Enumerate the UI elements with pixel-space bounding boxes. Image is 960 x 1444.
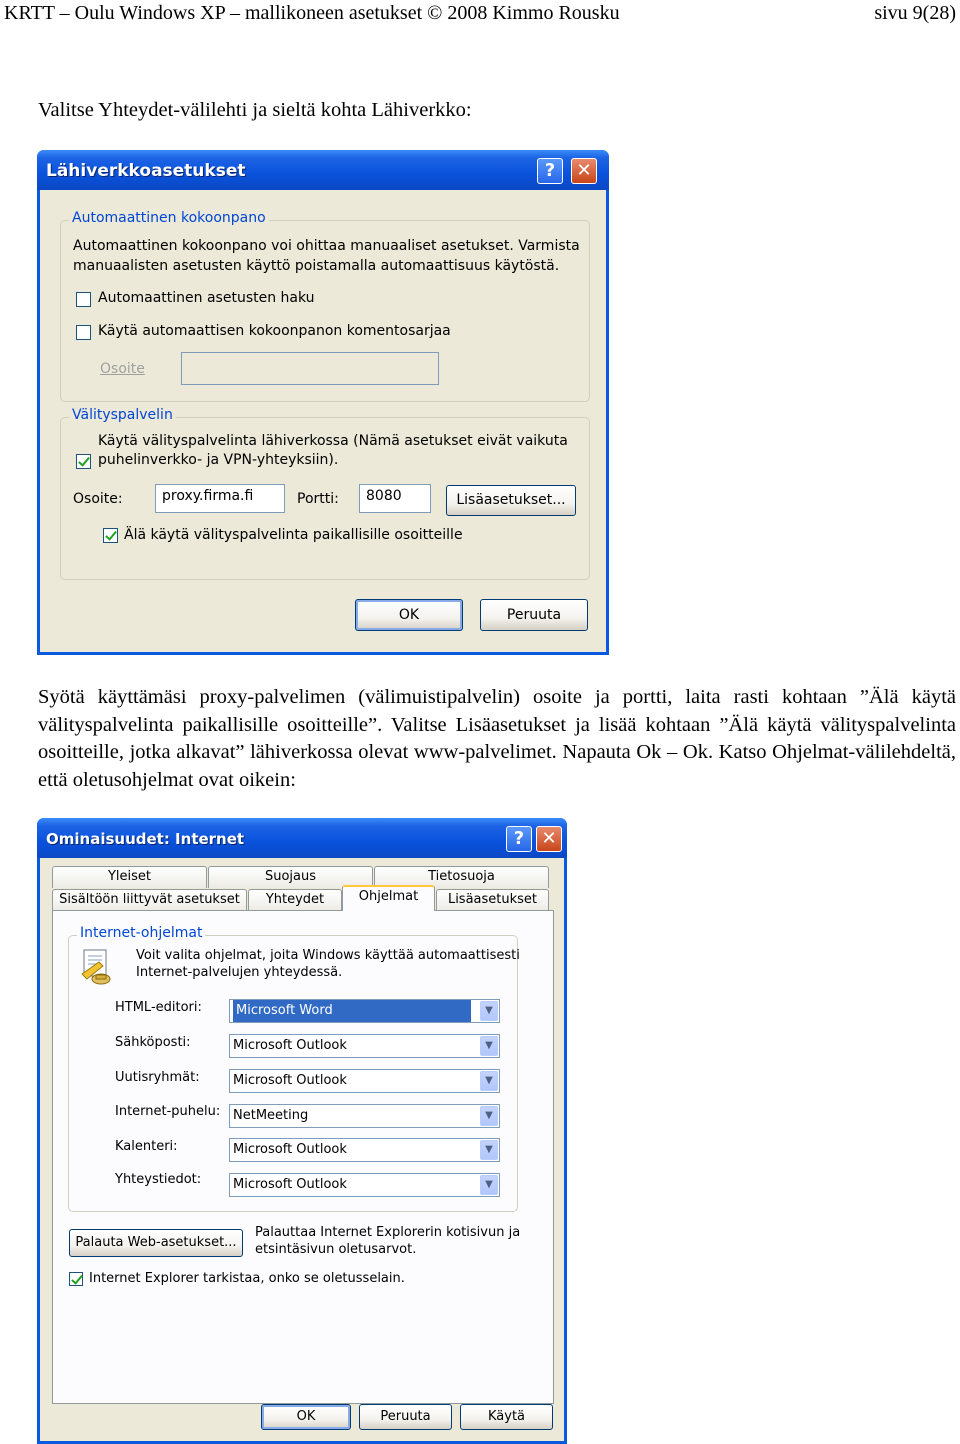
programs-description: Voit valita ohjelmat, joita Windows käyttää automaattisesti (136, 948, 520, 963)
page-number: sivu 9(28) (874, 2, 956, 24)
dialog-body (40, 190, 606, 652)
dialog-title: Lähiverkkoasetukset (46, 161, 246, 181)
title-bar (37, 150, 609, 190)
email-value: Microsoft Outlook (233, 1038, 347, 1053)
tab-connections[interactable]: Yhteydet (248, 889, 342, 911)
calendar-label: Kalenteri: (115, 1139, 178, 1154)
programs-description-2: Internet-palvelujen yhteydessä. (136, 965, 343, 980)
contacts-label: Yhteystiedot: (115, 1172, 202, 1187)
internet-call-select[interactable] (229, 1104, 500, 1128)
use-proxy-checkbox[interactable] (76, 454, 91, 469)
dialog-body (40, 858, 564, 1441)
tab-general[interactable]: Yleiset (52, 866, 207, 888)
tab-security[interactable]: Suojaus (208, 866, 373, 888)
group-title: Automaattinen kokoonpano (69, 210, 269, 226)
close-button[interactable]: ✕ (571, 158, 597, 184)
use-proxy-label-2: puhelinverkko- ja VPN-yhteyksiin). (98, 452, 339, 468)
html-editor-value: Microsoft Word (233, 1000, 471, 1022)
ok-button[interactable]: OK (355, 599, 463, 631)
newsgroups-value: Microsoft Outlook (233, 1073, 347, 1088)
script-address-label: Osoite (100, 361, 145, 377)
proxy-address-label: Osoite: (73, 491, 123, 507)
use-proxy-label: Käytä välityspalvelinta lähiverkossa (Nämä asetukset eivät vaikuta (98, 433, 568, 449)
cancel-button[interactable]: Peruuta (480, 599, 588, 631)
calendar-value: Microsoft Outlook (233, 1142, 347, 1157)
email-select[interactable] (229, 1034, 500, 1058)
body-paragraph: Syötä käyttämäsi proxy-palvelimen (välimuistipalvelin) osoite ja portti, laita rasti kohtaan ”Älä käytä välityspalvelinta paikallisille osoitteille”. Valitse Lisäasetukset ja lisää kohtaan ”Älä käytä välityspalvelinta osoitteille, jotka alkavat” lähiverkossa olevat www-palvelimet. Napauta Ok – Ok. Katso Ohjelmat-välilehdeltä, että oletusohjelmat ovat oikein: (38, 686, 956, 791)
internet-call-label: Internet-puhelu: (115, 1104, 221, 1119)
help-button[interactable]: ? (506, 826, 532, 852)
proxy-address-input[interactable]: proxy.firma.fi (155, 484, 285, 513)
reset-description-2: etsintäsivun oletusarvot. (255, 1242, 417, 1257)
page-header (0, 0, 960, 28)
help-button[interactable]: ? (537, 158, 563, 184)
internet-call-value: NetMeeting (233, 1108, 309, 1123)
chevron-down-icon[interactable]: ▼ (480, 1140, 498, 1160)
auto-config-group (60, 210, 590, 402)
auto-config-description-2: manuaalisten asetusten käyttö poistamalla automaattisuus käytöstä. (73, 258, 560, 274)
auto-detect-checkbox[interactable] (76, 292, 91, 307)
title-bar (37, 818, 567, 858)
html-editor-select[interactable] (229, 999, 500, 1023)
newsgroups-select[interactable] (229, 1069, 500, 1093)
contacts-value: Microsoft Outlook (233, 1177, 347, 1192)
html-editor-label: HTML-editori: (115, 1000, 202, 1015)
programs-panel (52, 910, 554, 1404)
email-label: Sähköposti: (115, 1035, 191, 1050)
internet-programs-group (68, 925, 520, 1212)
reset-web-settings-button[interactable]: Palauta Web-asetukset... (69, 1229, 243, 1257)
bypass-local-label: Älä käytä välityspalvelinta paikallisille osoitteille (124, 527, 463, 543)
proxy-group (60, 407, 590, 580)
calendar-select[interactable] (229, 1138, 500, 1162)
tab-advanced[interactable]: Lisäasetukset (436, 889, 549, 911)
dialog-title: Ominaisuudet: Internet (46, 830, 245, 848)
auto-detect-label: Automaattinen asetusten haku (98, 290, 315, 306)
auto-script-checkbox[interactable] (76, 325, 91, 340)
internet-properties-dialog (37, 818, 567, 1444)
lan-settings-dialog (37, 150, 609, 655)
advanced-settings-button[interactable]: Lisäasetukset... (446, 485, 576, 516)
group-title: Välityspalvelin (69, 407, 176, 423)
auto-script-label: Käytä automaattisen kokoonpanon komentosarjaa (98, 323, 451, 339)
header-title: KRTT – Oulu Windows XP – mallikoneen asetukset © 2008 Kimmo Rousku (4, 2, 620, 24)
ok-button[interactable]: OK (261, 1404, 351, 1430)
default-browser-checkbox[interactable] (69, 1272, 83, 1286)
auto-config-description: Automaattinen kokoonpano voi ohittaa manuaaliset asetukset. Varmista (73, 238, 580, 254)
group-title: Internet-ohjelmat (77, 925, 205, 941)
reset-description: Palauttaa Internet Explorerin kotisivun ja (255, 1225, 521, 1240)
default-browser-label: Internet Explorer tarkistaa, onko se oletusselain. (89, 1271, 405, 1286)
apply-button[interactable]: Käytä (460, 1404, 553, 1430)
programs-icon (79, 948, 113, 986)
chevron-down-icon[interactable]: ▼ (480, 1036, 498, 1056)
tab-content[interactable]: Sisältöön liittyvät asetukset (52, 889, 247, 911)
cancel-button[interactable]: Peruuta (359, 1404, 452, 1430)
newsgroups-label: Uutisryhmät: (115, 1070, 200, 1085)
contacts-select[interactable] (229, 1173, 500, 1197)
script-address-input[interactable] (181, 352, 439, 385)
tab-programs[interactable]: Ohjelmat (342, 885, 435, 911)
bypass-local-checkbox[interactable] (103, 528, 118, 543)
tab-privacy[interactable]: Tietosuoja (374, 866, 549, 888)
chevron-down-icon[interactable]: ▼ (480, 1001, 498, 1021)
chevron-down-icon[interactable]: ▼ (480, 1071, 498, 1091)
proxy-port-label: Portti: (297, 491, 339, 507)
intro-text: Valitse Yhteydet-välilehti ja sieltä kohta Lähiverkko: (38, 99, 472, 121)
close-button[interactable]: ✕ (536, 826, 562, 852)
chevron-down-icon[interactable]: ▼ (480, 1106, 498, 1126)
chevron-down-icon[interactable]: ▼ (480, 1175, 498, 1195)
proxy-port-input[interactable]: 8080 (359, 484, 431, 513)
